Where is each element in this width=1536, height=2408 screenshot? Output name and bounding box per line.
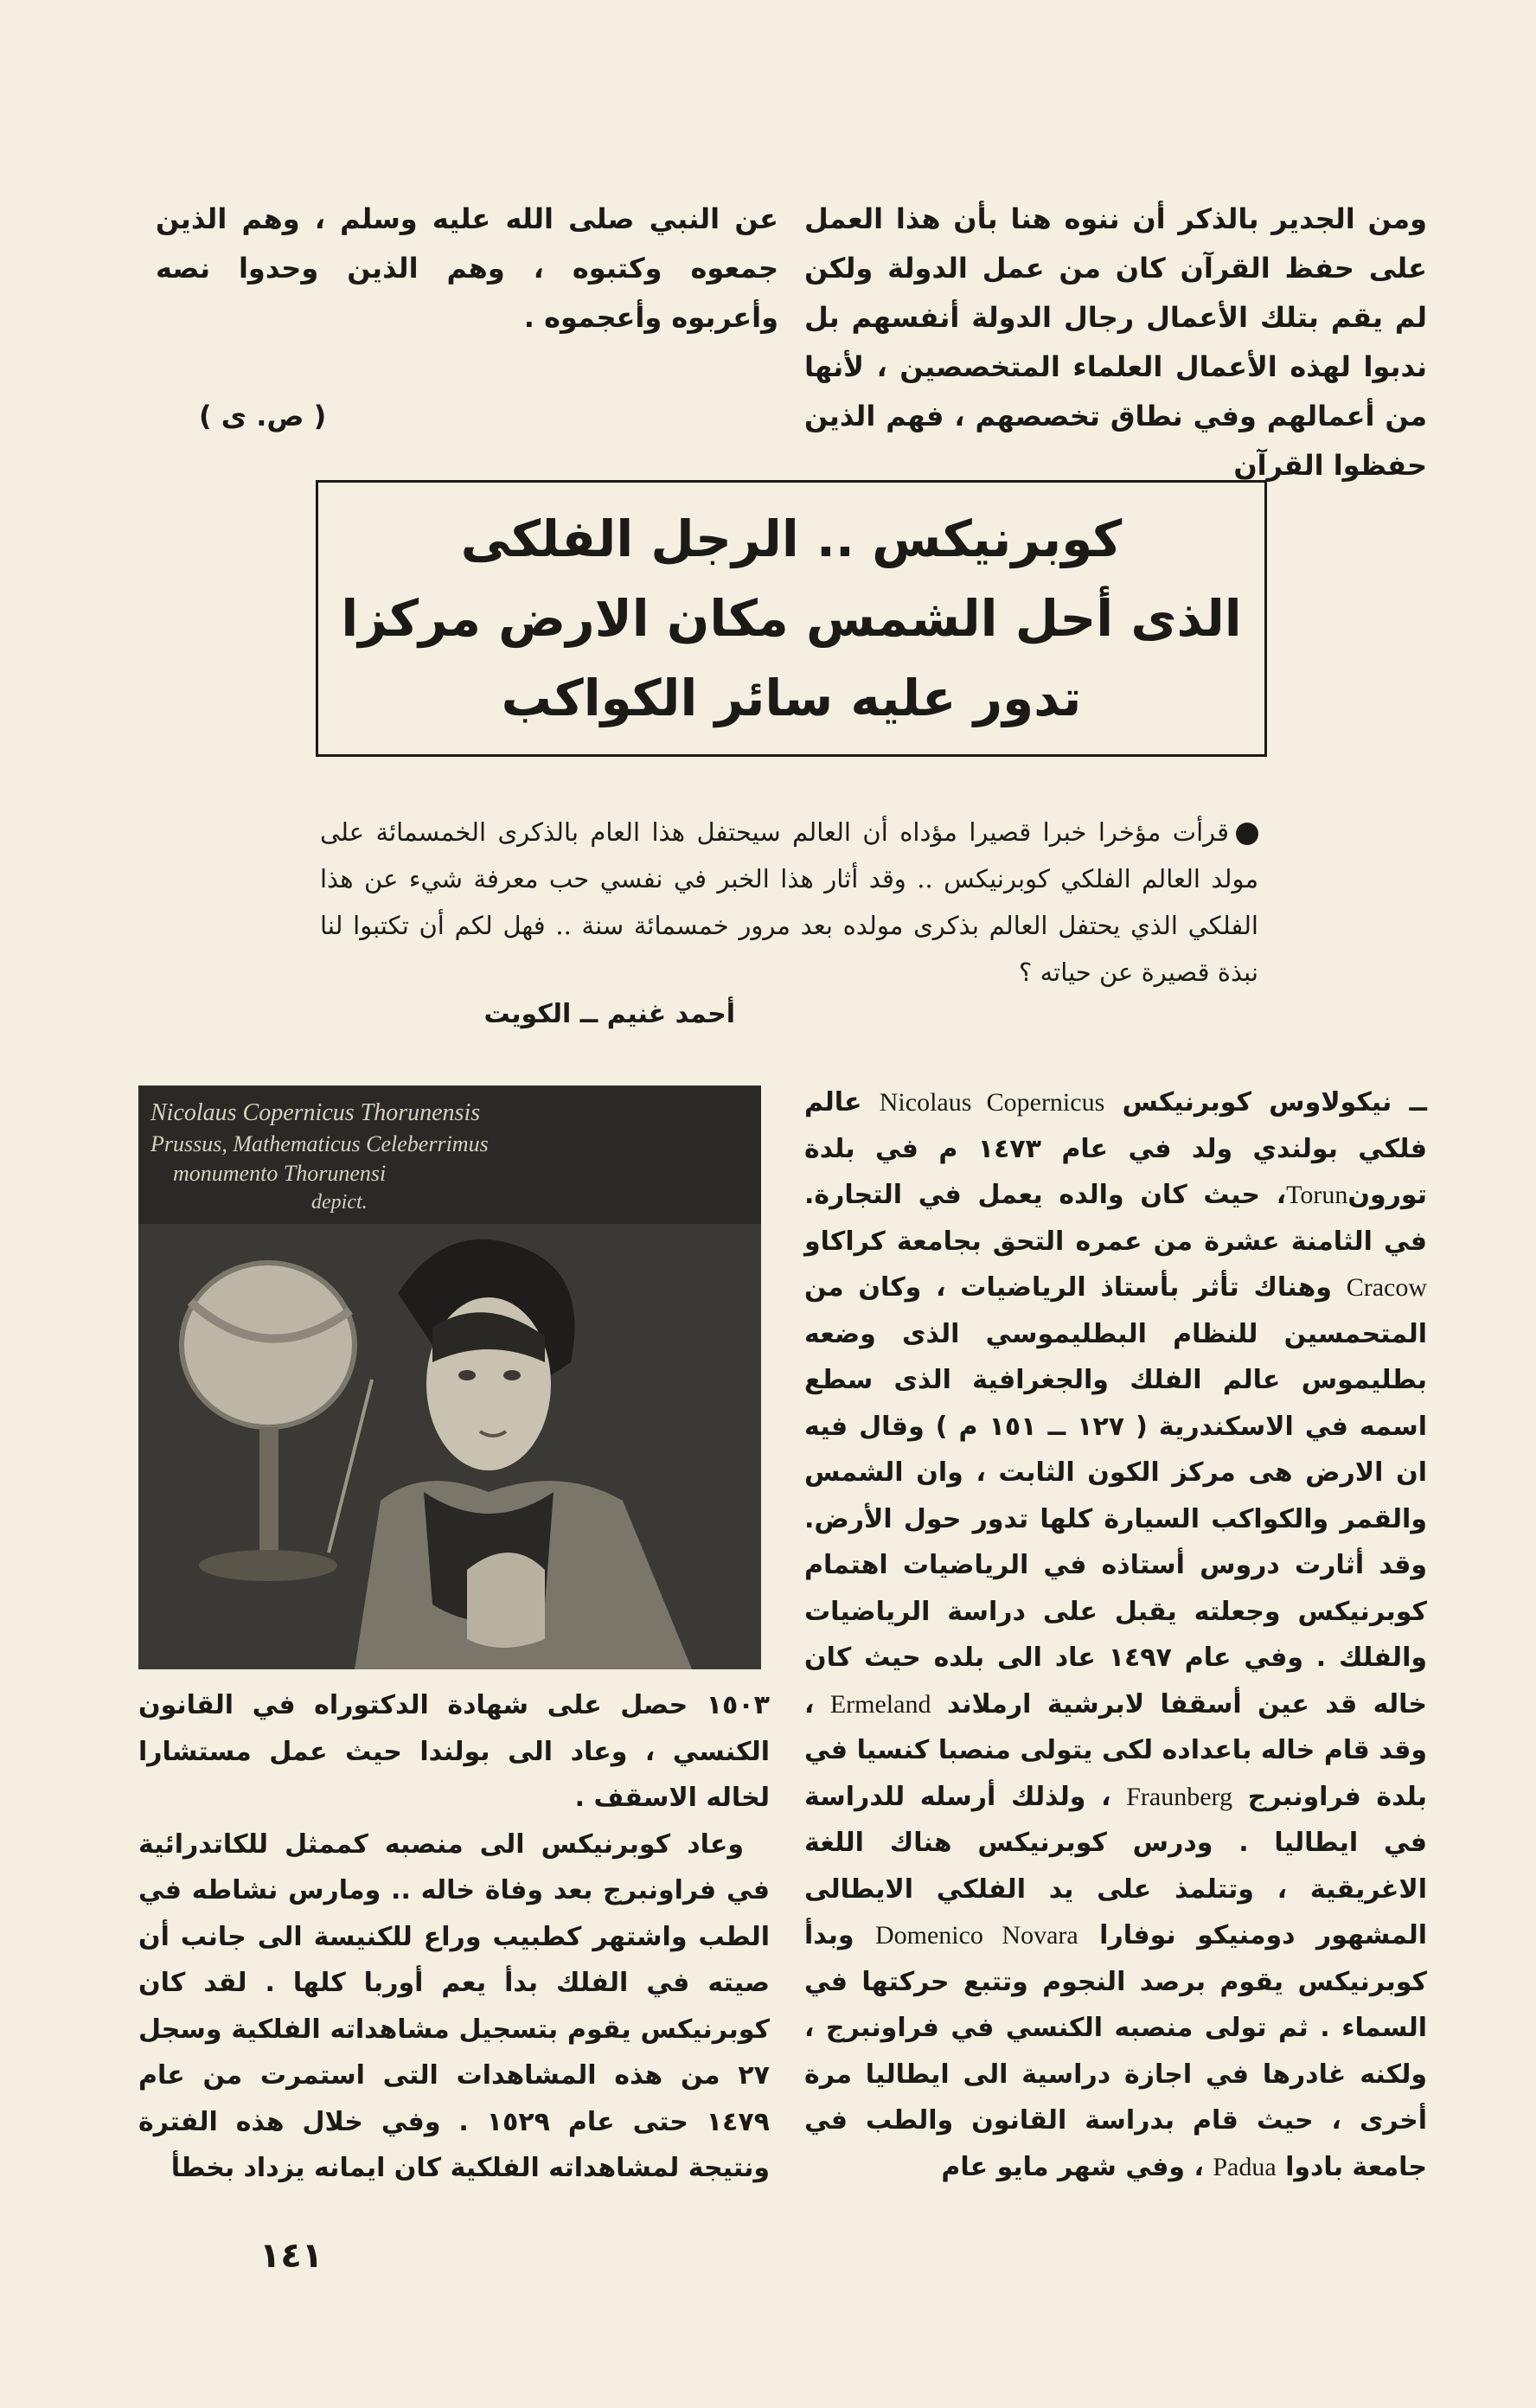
portrait-inscription-2: Prussus, Mathematicus Celeberrimus — [150, 1131, 489, 1156]
portrait-inscription-4: depict. — [311, 1191, 368, 1214]
title-line-2: الذى أحل الشمس مكان الارض مركزا — [341, 589, 1242, 648]
body-left-paragraph-2: وعاد كوبرنيكس الى منصبه كممثل للكاتدرائية في فراونبرج بعد وفاة خاله .. ومارس نشاطه في الطب واشتهر كطبيب وراع للكنيسة الى جانب أن صيته في الفلك بدأ يعم أوربا كلها . لقد كان كوبرنيكس يقوم بتسجيل مشاهداته الفلكية وسجل ٢٧ من هذه المشاهدات التى استمرت من عام ١٤٧٩ حتى عام ١٥٢٩ . وفي خلال هذه الفترة ونتيجة لمشاهداته الفلكية كان ايمانه يزداد بخطأ — [138, 1828, 770, 2183]
copernicus-portrait — [138, 1086, 761, 1669]
latin-name-novara: Domenico Novara — [874, 1921, 1078, 1950]
title-line-1: كوبرنيكس .. الرجل الفلكى — [460, 509, 1123, 568]
top-left-paragraph: عن النبي صلى الله عليه وسلم ، وهم الذين جمعوه وكتبوه ، وهم الذين وحدوا نصه وأعربوه وأعجموه . — [156, 202, 778, 334]
portrait-inscription-3: monumento Thorunensi — [173, 1161, 387, 1186]
body-text-segment: ، وفي شهر مايو عام — [941, 2151, 1204, 2182]
portrait-inscription-1: Nicolaus Copernicus Thorunensis — [150, 1099, 481, 1126]
latin-name-copernicus: Nicolaus Copernicus — [879, 1088, 1105, 1117]
question-bullet-icon — [1236, 823, 1258, 845]
top-left-column — [156, 195, 778, 343]
body-text-segment: وهناك تأثر بأستاذ الرياضيات ، وكان من المتحمسين للنظام البطليموسي الذى وضعه بطليموس عالم الفلك والجغرافية الذى سطع اسمه في الاسكندرية ( ١٢٧ ــ ١٥١ م ) وقال فيه ان الارض هى مركز الكون الثابت ، وان الشمس والقمر والكواكب السيارة كلها تدور حول الأرض. وقد أثارت دروس أستاذه في الرياضيات اهتمام كوبرنيكس وجعلته يقبل على دراسة الرياضيات والفلك . وفي عام ١٤٩٧ عاد الى بلده حيث كان خاله قد عين أسقفا لابرشية ارملاند — [804, 1272, 1428, 1720]
portrait-illustration — [138, 1086, 761, 1669]
body-left-column — [138, 1682, 770, 2192]
top-right-paragraph: ومن الجدير بالذكر أن ننوه هنا بأن هذا العمل على حفظ القرآن كان من عمل الدولة ولكن لم يقم بتلك الأعمال رجال الدولة أنفسهم بل ندبوا لهذه الأعمال العلماء المتخصصين ، لأنها من أعمالهم وفي نطاق تخصصهم ، فهم الذين حفظوا القرآن — [804, 202, 1427, 482]
body-text-segment: ، وقد قام خاله باعداده لكى يتولى منصبا كنسيا في بلدة فراونبرج — [804, 1688, 1427, 1812]
title-line-3: تدور عليه سائر الكواكب — [501, 669, 1082, 727]
body-text-segment: وبدأ كوبرنيكس يقوم برصد النجوم وتتبع حركتها في السماء . ثم تولى منصبه الكنسي في فراونبرج ، ولكنه غادرها في اجازة دراسية الى ايطاليا مرة أخرى ، حيث قام بدراسة القانون والطب في جامعة بادوا — [804, 1920, 1427, 2182]
latin-name-torun: Torun — [1286, 1181, 1348, 1209]
question-text: قرأت مؤخرا خبرا قصيرا مؤداه أن العالم سيحتفل هذا العام بالذكرى الخمسمائة على مولد العالم الفلكي كوبرنيكس .. وقد أثار هذا الخبر في نفسي حب معرفة شيء عن هذا الفلكي الذي يحتفل العالم بذكرى مولده بعد مرور خمسمائة سنة .. فهل لكم أن تكتبوا لنا نبذة قصيرة عن حياته ؟ — [320, 817, 1258, 987]
body-right-column — [804, 1079, 1427, 2190]
latin-name-cracow: Cracow — [1346, 1273, 1427, 1302]
latin-name-fraunberg: Fraunberg — [1126, 1782, 1232, 1811]
reader-question — [320, 809, 1258, 996]
latin-name-padua: Padua — [1213, 2152, 1277, 2181]
article-title-box — [316, 480, 1267, 757]
page-number: ١٤١ — [259, 2236, 323, 2276]
body-text-segment: عالم فلكي بولندي ولد في عام ١٤٧٣ م في بلدة تورون — [804, 1087, 1427, 1210]
body-text-segment: ، حيث كان والده يعمل في التجارة. في الثامنة عشرة من عمره التحق بجامعة كراكاو — [804, 1180, 1427, 1257]
body-right-paragraph — [804, 1079, 1427, 2190]
body-text-segment: ، ولذلك أرسله للدراسة في ايطاليا . ودرس كوبرنيكس هناك اللغة الاغريقية ، وتتلمذ على يد الفلكي الايطالى المشهور دومنيكو نوفارا — [804, 1781, 1427, 1950]
latin-name-ermeland: Ermeland — [829, 1689, 931, 1719]
top-right-column — [804, 195, 1427, 490]
body-left-paragraph-1: ١٥٠٣ حصل على شهادة الدكتوراه في القانون الكنسي ، وعاد الى بولندا حيث عمل مستشارا لخاله الاسقف . — [138, 1690, 770, 1813]
question-author: أحمد غنيم ــ الكويت — [483, 999, 735, 1029]
body-text-segment: ــ نيكولاوس كوبرنيكس — [1122, 1087, 1428, 1118]
author-signature: ( ص. ى ) — [199, 400, 327, 432]
